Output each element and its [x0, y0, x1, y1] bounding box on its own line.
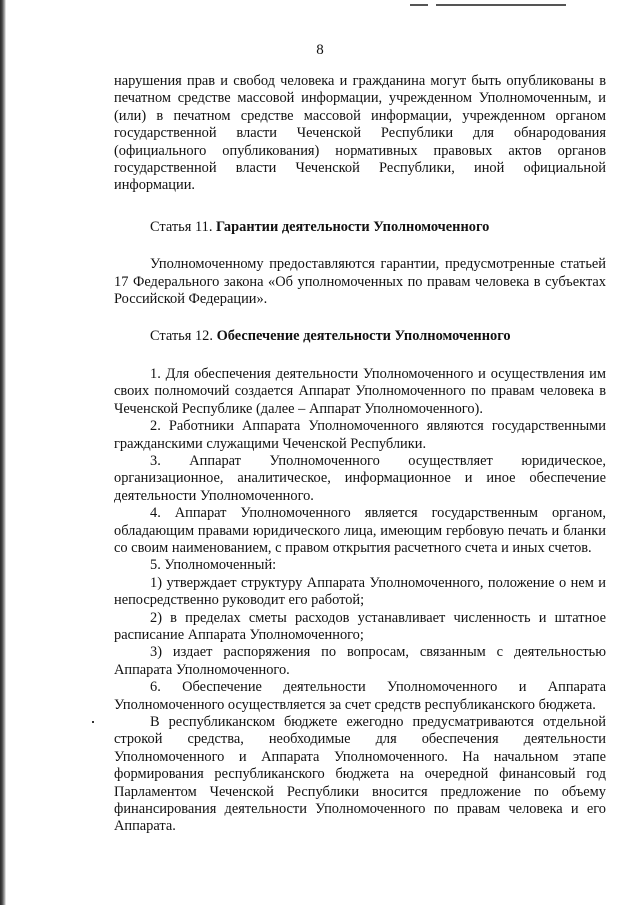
- article-12-label: Статья 12.: [150, 328, 213, 345]
- article-11-label: Статья 11.: [150, 218, 213, 235]
- article-11-heading: [114, 219, 606, 236]
- article-11-text: Уполномоченному предоставляются гарантии, предусмотренные статьей 17 Федерального закона «Об уполномоченных по правам человека в субъектах Российской Федерации».: [114, 256, 606, 308]
- scan-left-edge: [0, 0, 6, 905]
- article-12-title: Обеспечение деятельности Уполномоченного: [216, 328, 511, 345]
- paragraph-continuation: нарушения прав и свобод человека и гражданина могут быть опубликованы в печатном средстве массовой информации, учрежденном Уполномоченным, и (или) в печатном средстве массовой информации, учрежденном органом государственной власти Чеченской Республики для обнародования (официального опубликования) нормативных правовых актов органов государственной власти Чеченской Республики, иной официальной информации.: [114, 73, 606, 194]
- scan-speck: [92, 721, 94, 723]
- article-12-item: 1) утверждает структуру Аппарата Уполномоченного, положение о нем и непосредственно руководит его работой;: [114, 574, 606, 609]
- article-12-item: 2. Работники Аппарата Уполномоченного являются государственными гражданскими служащими Чеченской Республики.: [114, 418, 606, 452]
- page-number: 8: [316, 42, 324, 58]
- article-12-item: В республиканском бюджете ежегодно предусматриваются отдельной строкой средства, необходимые для обеспечения деятельности Уполномоченного и Аппарата Уполномоченного. На начальном этапе формирования республиканского бюджета на очередной финансовый год Парламентом Чеченской Республики вносится предложение по объему финансирования деятельности Уполномоченного по правам человека и его Аппарата.: [114, 714, 606, 835]
- document-body: [114, 73, 606, 836]
- article-11-title: Гарантии деятельности Уполномоченного: [216, 218, 490, 235]
- scan-top-mark: [436, 4, 566, 6]
- article-12-item: 3) издает распоряжения по вопросам, связанным с деятельностью Аппарата Уполномоченного.: [114, 644, 606, 678]
- article-12-item: 2) в пределах сметы расходов устанавливает численность и штатное расписание Аппарата Уполномоченного;: [114, 609, 606, 643]
- scan-top-mark: [410, 4, 428, 6]
- article-12-item: 5. Уполномоченный:: [150, 557, 277, 574]
- article-12-item: 6. Обеспечение деятельности Уполномоченного и Аппарата Уполномоченного осуществляется за счет средств республиканского бюджета.: [114, 679, 606, 713]
- article-12-item: 1. Для обеспечения деятельности Уполномоченного и осуществления им своих полномочий создается Аппарат Уполномоченного по правам человека в Чеченской Республике (далее – Аппарат Уполномоченного).: [114, 365, 606, 417]
- article-12-item: 3. Аппарат Уполномоченного осуществляет юридическое, организационное, аналитическое, информационное и иное обеспечение деятельности Уполномоченного.: [114, 452, 606, 504]
- article-12-heading: [114, 328, 606, 345]
- article-12-item: 4. Аппарат Уполномоченного является государственным органом, обладающим правами юридического лица, имеющим гербовую печать и бланки со своим наименованием, с правом открытия расчетного счета и иных счетов.: [114, 505, 606, 556]
